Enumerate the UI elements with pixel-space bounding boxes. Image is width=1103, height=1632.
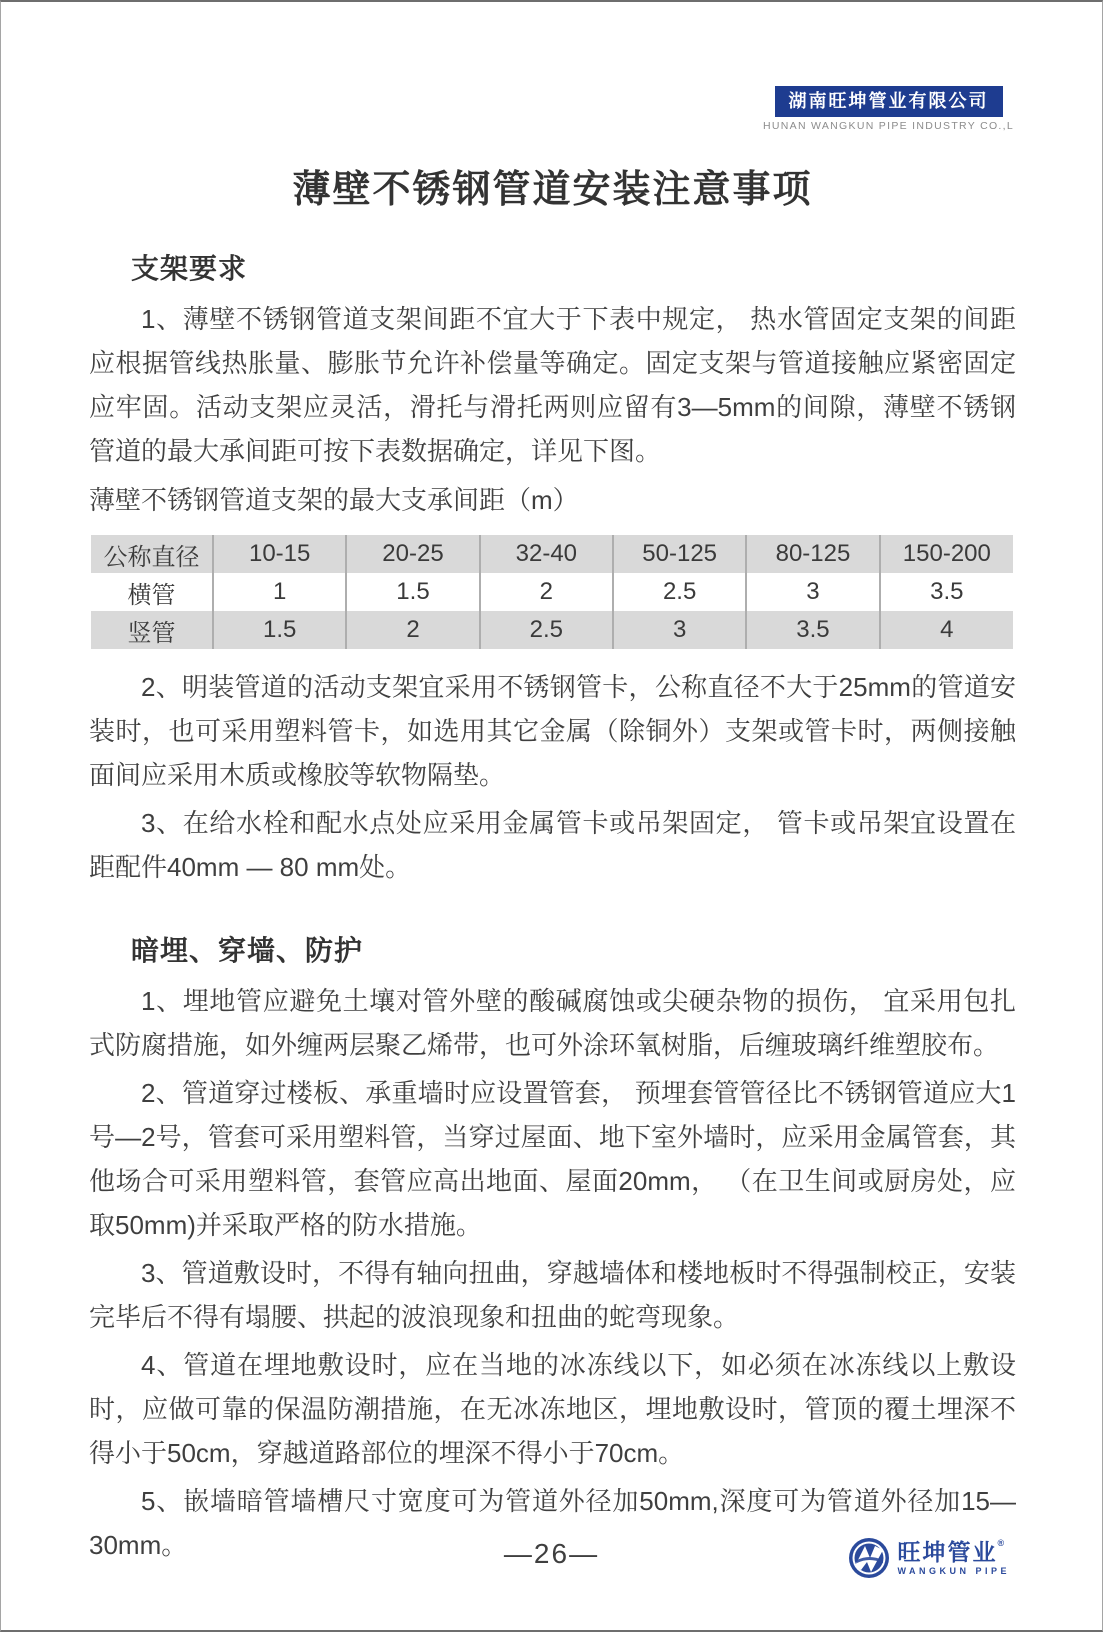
table-cell: 3.5 [746, 611, 879, 649]
table-header-row [91, 535, 1013, 573]
paragraph: 3、管道敷设时，不得有轴向扭曲，穿越墙体和楼地板时不得强制校正，安装完毕后不得有塌腰、拱起的波浪现象和扭曲的蛇弯现象。 [89, 1258, 1016, 1332]
page-title: 薄壁不锈钢管道安装注意事项 [292, 169, 813, 211]
section-heading-concealed-protection: 暗埋、穿墙、防护 [131, 935, 364, 966]
table-row [91, 611, 1013, 649]
table-header-cell: 80-125 [746, 535, 879, 573]
table-header-cell: 公称直径 [91, 535, 213, 573]
table-cell: 1 [213, 573, 346, 611]
table-cell: 1.5 [346, 573, 479, 611]
row-label: 横管 [91, 573, 213, 611]
company-name-en: HUNAN WANGKUN PIPE INDUSTRY CO.,L [763, 120, 1014, 132]
paragraph: 2、管道穿过楼板、承重墙时应设置管套， 预埋套管管径比不锈钢管道应大1号—2号，管套可采用塑料管，当穿过屋面、地下室外墙时，应采用金属管套，其他场合可采用塑料管，套管应高出地面、屋面20mm， （在卫生间或厨房处，应取50mm)并采取严格的防水措施。 [89, 1078, 1016, 1240]
footer-logo-name-en: WANGKUN PIPE [897, 1565, 1010, 1576]
table-cell: 1.5 [213, 611, 346, 649]
table-header-cell: 150-200 [880, 535, 1013, 573]
wangkun-logo-icon [847, 1536, 891, 1580]
paragraph: 2、明装管道的活动支架宜采用不锈钢管卡，公称直径不大于25mm的管道安装时，也可采用塑料管卡，如选用其它金属（除铜外）支架或管卡时，两侧接触面间应采用木质或橡胶等软物隔垫。 [89, 672, 1016, 790]
table-cell: 3.5 [880, 573, 1013, 611]
table-header-cell: 32-40 [480, 535, 613, 573]
table-cell: 2.5 [480, 611, 613, 649]
row-label: 竖管 [91, 611, 213, 649]
logo-cn-text: 旺坤管业 [897, 1538, 998, 1565]
table-header-cell: 50-125 [613, 535, 746, 573]
paragraph: 1、埋地管应避免土壤对管外壁的酸碱腐蚀或尖硬杂物的损伤， 宜采用包扎式防腐措施，如外缠两层聚乙烯带，也可外涂环氧树脂，后缠玻璃纤维塑胶布。 [89, 986, 1016, 1060]
footer-logo [847, 1536, 1010, 1580]
support-spacing-table [91, 535, 1013, 649]
table-cell: 2 [346, 611, 479, 649]
table-cell: 2 [480, 573, 613, 611]
paragraph: 3、在给水栓和配水点处应采用金属管卡或吊架固定， 管卡或吊架宜设置在距配件40mm — 80 mm处。 [89, 808, 1016, 882]
table-cell: 2.5 [613, 573, 746, 611]
registered-mark: ® [997, 1537, 1007, 1548]
table-cell: 3 [613, 611, 746, 649]
table-header-cell: 10-15 [213, 535, 346, 573]
document-content [89, 2, 1016, 1571]
table-cell: 3 [746, 573, 879, 611]
company-banner: 湖南旺坤管业有限公司 [775, 86, 1003, 117]
table-cell: 4 [880, 611, 1013, 649]
footer-logo-text [897, 1537, 1010, 1576]
paragraph: 5、嵌墙暗管墙槽尺寸宽度可为管道外径加50mm,深度可为管道外径加15—30mm。 [89, 1486, 1016, 1560]
section-heading-support-requirements: 支架要求 [131, 253, 248, 284]
page-number: —26— [503, 1538, 600, 1569]
table-header-cell: 20-25 [346, 535, 479, 573]
paragraph: 1、薄壁不锈钢管道支架间距不宜大于下表中规定， 热水管固定支架的间距应根据管线热胀量、膨胀节允许补偿量等确定。固定支架与管道接触应紧密固定应牢固。活动支架应灵活，滑托与滑托两则应留有3—5mm的间隙，薄壁不锈钢管道的最大承间距可按下表数据确定，详见下图。 [89, 304, 1016, 466]
footer-logo-name-cn [897, 1537, 1010, 1565]
paragraph: 4、管道在埋地敷设时，应在当地的冰冻线以下，如必须在冰冻线以上敷设时，应做可靠的保温防潮措施，在无冰冻地区，埋地敷设时，管顶的覆土埋深不得小于50cm，穿越道路部位的埋深不得小于70cm。 [89, 1350, 1016, 1468]
table-row [91, 573, 1013, 611]
table-caption: 薄壁不锈钢管道支架的最大支承间距（m） [89, 485, 579, 515]
